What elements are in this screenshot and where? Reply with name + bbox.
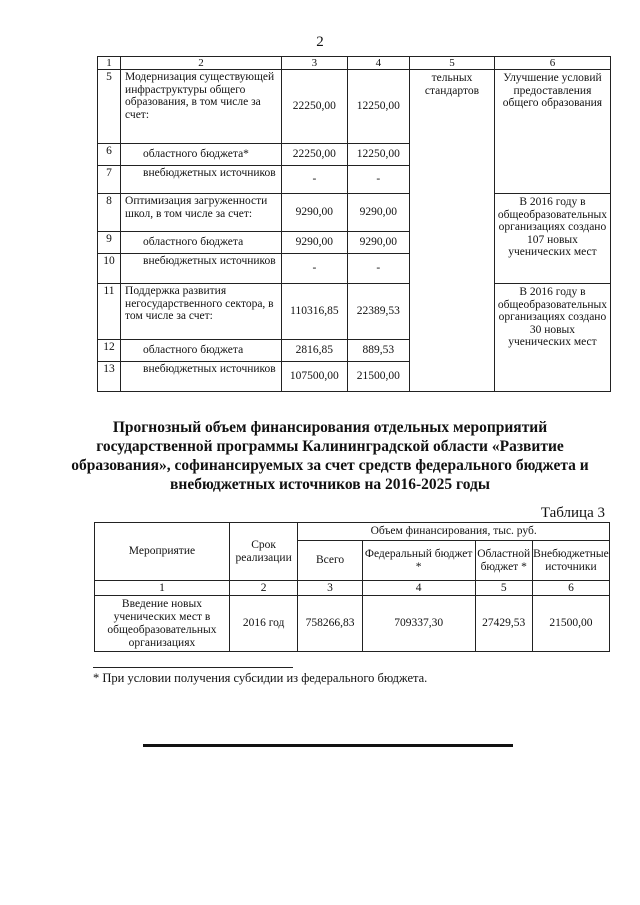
row-number: 10	[98, 254, 121, 284]
row-name: внебюджетных источников	[121, 254, 282, 284]
row-name: областного бюджета	[121, 340, 282, 362]
table-header-row	[98, 57, 611, 70]
footnote: * При условии получения субсидии из федерального бюджета.	[93, 671, 428, 685]
header-cell: 1	[98, 57, 121, 70]
row-number: 6	[98, 144, 121, 166]
value-cell: -	[347, 166, 409, 194]
index-cell: 3	[298, 581, 362, 596]
row-name: Оптимизация загруженности школ, в том числе за счет:	[121, 194, 282, 232]
table-row	[98, 194, 611, 232]
row-name: внебюджетных источников	[121, 166, 282, 194]
row-name: областного бюджета*	[121, 144, 282, 166]
header-event: Мероприятие	[95, 523, 230, 581]
row-name: Поддержка развития негосударственного сектора, в том числе за счет:	[121, 284, 282, 340]
table-header-row	[95, 523, 610, 541]
row-number: 12	[98, 340, 121, 362]
value-cell: 22389,53	[347, 284, 409, 340]
table-row	[98, 70, 611, 144]
row-name: Модернизация существующей инфраструктуры общего образования, в том числе за счет:	[121, 70, 282, 144]
value-cell: -	[282, 254, 348, 284]
row-name: областного бюджета	[121, 232, 282, 254]
header-extra: Внебюджетные источники	[532, 541, 609, 581]
regional-cell: 27429,53	[475, 596, 532, 652]
value-cell: 9290,00	[347, 232, 409, 254]
row-number: 8	[98, 194, 121, 232]
table-label: Таблица 3	[540, 505, 605, 521]
table-row	[95, 596, 610, 652]
federal-cell: 709337,30	[362, 596, 475, 652]
index-row	[95, 581, 610, 596]
header-term: Срок реализации	[229, 523, 297, 581]
end-line	[143, 744, 513, 747]
page-number: 2	[316, 34, 324, 50]
header-cell: 6	[494, 57, 610, 70]
header-regional: Областной бюджет *	[475, 541, 532, 581]
header-cell: 5	[410, 57, 495, 70]
value-cell: 21500,00	[347, 362, 409, 392]
index-cell: 1	[95, 581, 230, 596]
continuation-cell: тельных стандартов	[410, 70, 495, 392]
value-cell: 12250,00	[347, 70, 409, 144]
header-cell: 3	[282, 57, 348, 70]
value-cell: 9290,00	[282, 232, 348, 254]
header-total: Всего	[298, 541, 362, 581]
value-cell: 107500,00	[282, 362, 348, 392]
event-cell: Введение новых ученических мест в общеобразовательных организациях	[95, 596, 230, 652]
total-cell: 758266,83	[298, 596, 362, 652]
row-number: 5	[98, 70, 121, 144]
result-cell: Улучшение условий предоставления общего образования	[494, 70, 610, 194]
value-cell: 22250,00	[282, 144, 348, 166]
value-cell: 2816,85	[282, 340, 348, 362]
value-cell: 9290,00	[282, 194, 348, 232]
row-number: 7	[98, 166, 121, 194]
value-cell: -	[347, 254, 409, 284]
row-name: внебюджетных источников	[121, 362, 282, 392]
value-cell: -	[282, 166, 348, 194]
result-cell: В 2016 году в общеобразовательных организациях создано 107 новых ученических мест	[494, 194, 610, 284]
row-number: 11	[98, 284, 121, 340]
row-number: 9	[98, 232, 121, 254]
term-cell: 2016 год	[229, 596, 297, 652]
value-cell: 22250,00	[282, 70, 348, 144]
value-cell: 9290,00	[347, 194, 409, 232]
header-financing: Объем финансирования, тыс. руб.	[298, 523, 610, 541]
header-cell: 4	[347, 57, 409, 70]
section-heading: Прогнозный объем финансирования отдельных мероприятий государственной программы Калининградской области «Развитие образования», софинансируемых за счет средств федерального бюджета и внебюджетных источников на 2016-2025 годы	[71, 419, 589, 493]
header-federal: Федеральный бюджет *	[362, 541, 475, 581]
index-cell: 6	[532, 581, 609, 596]
value-cell: 12250,00	[347, 144, 409, 166]
footnote-divider	[93, 667, 293, 668]
index-cell: 2	[229, 581, 297, 596]
table-row	[98, 284, 611, 340]
result-cell: В 2016 году в общеобразовательных организациях создано 30 новых ученических мест	[494, 284, 610, 392]
program-table	[97, 56, 611, 392]
index-cell: 4	[362, 581, 475, 596]
header-cell: 2	[121, 57, 282, 70]
index-cell: 5	[475, 581, 532, 596]
row-number: 13	[98, 362, 121, 392]
value-cell: 889,53	[347, 340, 409, 362]
value-cell: 110316,85	[282, 284, 348, 340]
financing-table	[94, 522, 610, 652]
extra-cell: 21500,00	[532, 596, 609, 652]
